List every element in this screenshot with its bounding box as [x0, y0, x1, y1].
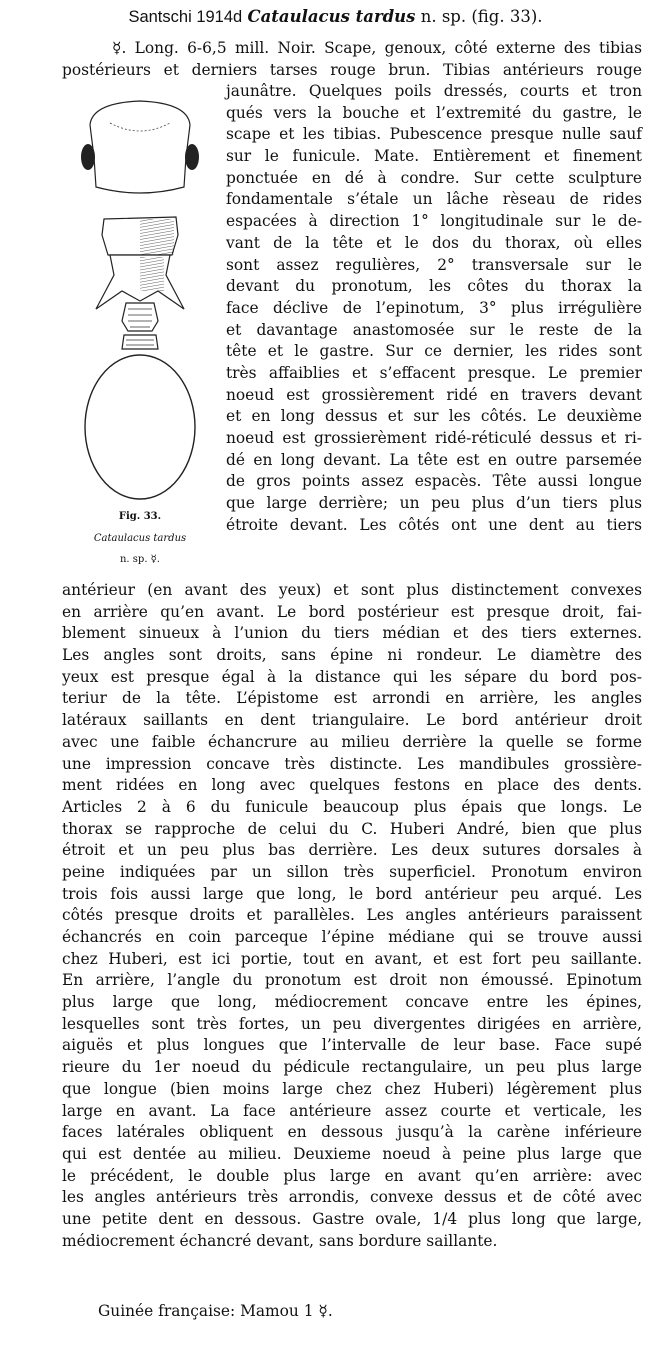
text-line: latéraux saillants en dent triangulaire. Le bord antérieur droit	[62, 711, 642, 730]
ant-figure	[60, 95, 220, 505]
text-line: En arrière, l’angle du pronotum est droit non émoussé. Epinotum	[62, 971, 642, 990]
text-line: ☿. Long. 6-6,5 mill. Noir. Scape, genoux, côté externe des tibias	[112, 39, 642, 57]
text-line: rieure du 1er noeud du pédicule rectangulaire, un peu plus large	[62, 1058, 642, 1077]
text-line: très affaiblies et s’effacent presque. Le premier	[226, 363, 642, 382]
text-line: ponctuée en dé à condre. Sur cette sculpture	[226, 168, 642, 187]
text-line: peine indiquées par un sillon très superficiel. Pronotum environ	[62, 862, 642, 881]
text-line: une petite dent en dessous. Gastre ovale, 1/4 plus long que large,	[62, 1209, 642, 1228]
text-block-main	[62, 580, 642, 1252]
header-author: Santschi 1914d	[128, 8, 243, 26]
text-line: jaunâtre. Quelques poils dressés, courts et tron	[226, 82, 642, 100]
caption-label: Fig. 33.	[118, 511, 162, 522]
text-line: et en long dessus et sur les côtés. Le deuxième	[226, 407, 642, 426]
text-line: côtés presque droits et parallèles. Les angles antérieurs paraissent	[62, 906, 642, 925]
text-block-top	[62, 38, 642, 81]
text-line: plus large que long, médiocrement concave entre les épines,	[62, 993, 642, 1012]
caption-status: n. sp. ☿.	[119, 554, 160, 566]
text-line: noeud est grossierèment ridé-réticulé dessus et ri-	[226, 429, 642, 447]
text-line: aiguës et plus longues que l’intervalle de leur base. Face supé	[62, 1036, 642, 1055]
ant-head	[90, 101, 190, 193]
text-line: qui est dentée au milieu. Deuxieme noeud à peine plus large que	[62, 1144, 642, 1163]
text-line: Les angles sont droits, sans épine ni rondeur. Le diamètre des	[62, 646, 642, 665]
ant-eye-left	[81, 144, 95, 170]
ant-illustration	[60, 95, 220, 505]
text-line: Articles 2 à 6 du funicule beaucoup plus épais que longs. Le	[62, 797, 642, 816]
locality-line: Guinée française: Mamou 1 ☿.	[98, 1302, 333, 1320]
page-header	[0, 6, 671, 28]
text-line: une impression concave très distincte. Les mandibules grossière-	[62, 754, 642, 773]
text-line: avec une faible échancrure au milieu derrière la quelle se forme	[62, 732, 642, 751]
text-line: vant de la tête et le dos du thorax, où elles	[226, 233, 642, 252]
text-line: sont assez regulières, 2° transversale sur le	[226, 255, 642, 274]
text-line: noeud est grossièrement ridé en travers devant	[226, 385, 642, 404]
text-line: chez Huberi, est ici portie, tout en avant, et est fort peu saillante.	[62, 949, 642, 968]
text-line: fondamentale s’étale un lâche rèseau de rides	[226, 190, 642, 209]
text-line: face déclive de l’epinotum, 3° plus irrégulière	[226, 298, 642, 317]
text-line: thorax se rapproche de celui du C. Huberi André, bien que plus	[62, 819, 642, 838]
text-line: le précédent, le double plus large en avant qu’en arrière: avec	[62, 1166, 642, 1185]
text-line: que longue (bien moins large chez chez Huberi) légèrement plus	[62, 1079, 642, 1098]
text-line: antérieur (en avant des yeux) et sont plus distinctement convexes	[62, 581, 642, 599]
text-line: ment ridées en long avec quelques festons en place des dents.	[62, 776, 642, 795]
text-line: étroite devant. Les côtés ont une dent au tiers	[226, 515, 642, 534]
text-line: teriur de la tête. L’épistome est arrondi en arrière, les angles	[62, 689, 642, 708]
text-block-side	[226, 81, 642, 536]
text-line: échancrés en coin parceque l’épine médiane qui se trouve aussi	[62, 928, 642, 946]
text-line: devant du pronotum, les côtes du thorax la	[226, 277, 642, 296]
text-line: étroit et un peu plus bas derrière. Les deux sutures dorsales à	[62, 841, 642, 860]
text-line: dé en long devant. La tête est en outre parsemée	[226, 450, 642, 469]
text-line: espacées à direction 1° longitudinale sur le de-	[226, 212, 642, 231]
text-line: que large derrière; un peu plus d’un tiers plus	[226, 494, 642, 513]
header-rest: n. sp. (fig. 33).	[420, 7, 543, 26]
text-line: sur le funicule. Mate. Entièrement et finement	[226, 147, 642, 166]
header-taxon: Cataulacus tardus	[247, 7, 416, 26]
figure-caption	[60, 508, 220, 573]
caption-species: Cataulacus tardus	[93, 532, 187, 544]
ant-gastre	[85, 355, 195, 499]
text-line: qués vers la bouche et l’extremité du gastre, le	[226, 103, 642, 122]
text-line: lesquelles sont très fortes, un peu divergentes dirigées en arrière,	[62, 1014, 642, 1033]
text-line: faces latérales obliquent en dessous jusqu’à la carène inférieure	[62, 1123, 642, 1142]
text-line: médiocrement échancré devant, sans bordure saillante.	[62, 1231, 498, 1250]
text-line: yeux est presque égal à la distance qui les sépare du bord pos-	[62, 667, 642, 686]
text-line: trois fois aussi large que long, le bord antérieur peu arqué. Les	[62, 884, 642, 903]
text-line: blement sinueux à l’union du tiers médian et des tiers externes.	[62, 624, 642, 643]
text-line: les angles antérieurs très arrondis, convexe dessus et de côté avec	[62, 1188, 642, 1207]
text-line: tête et le gastre. Sur ce dernier, les rides sont	[226, 342, 642, 361]
text-line: en arrière qu’en avant. Le bord postérieur est presque droit, fai-	[62, 602, 642, 621]
text-line: et davantage anastomosée sur le reste de la	[226, 320, 642, 339]
text-line: postérieurs et derniers tarses rouge brun. Tibias antérieurs rouge	[62, 60, 642, 79]
ant-eye-right	[185, 144, 199, 170]
ant-second-node	[122, 335, 158, 349]
text-line: large en avant. La face antérieure assez courte et verticale, les	[62, 1101, 642, 1120]
text-line: de gros points assez espacès. Tête aussi longue	[226, 472, 642, 491]
text-line: scape et les tibias. Pubescence presque nulle sauf	[226, 125, 642, 144]
